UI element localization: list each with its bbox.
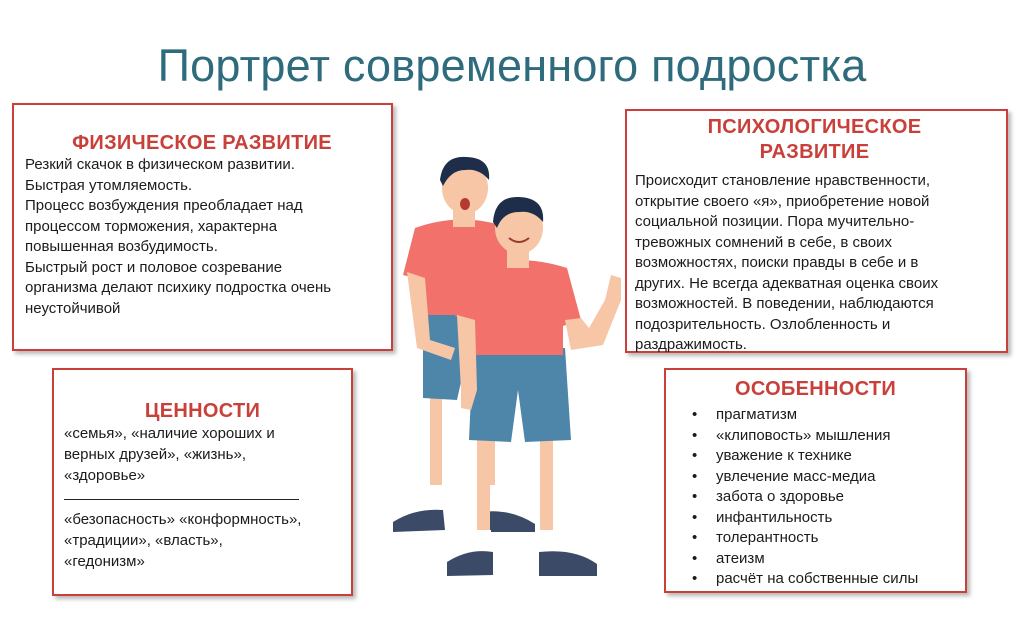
psychological-development-box (625, 109, 1008, 353)
list-item: • прагматизм (674, 405, 957, 426)
values-line: верных друзей», «жизнь», (64, 446, 246, 463)
physical-line: неустойчивой (25, 299, 121, 317)
teenagers-illustration (385, 150, 635, 580)
physical-development-heading: ФИЗИЧЕСКОЕ РАЗВИТИЕ (72, 132, 332, 154)
values-heading: ЦЕННОСТИ (144, 400, 261, 422)
page-title: Портрет современного подростка (157, 40, 867, 91)
values-line: «здоровье» (64, 467, 146, 484)
physical-development-box (12, 103, 393, 351)
values-line: «семья», «наличие хороших и (64, 425, 275, 442)
psychological-line: Происходит становление нравственности, (635, 172, 931, 189)
psychological-heading-line: РАЗВИТИЕ (759, 141, 870, 163)
physical-line: повышенная возбудимость. (25, 238, 218, 255)
physical-line: Быстрая утомляемость. (25, 176, 193, 194)
features-box (664, 368, 967, 593)
list-item: • расчёт на собственные силы (674, 569, 957, 590)
list-item: • инфантильность (674, 508, 957, 529)
list-item: • атеизм (674, 549, 957, 570)
physical-line: Резкий скачок в физическом развитии. (25, 156, 295, 173)
psychological-heading-line: ПСИХОЛОГИЧЕСКОЕ (707, 116, 922, 138)
psychological-line: возможностях, поиски правды в себе и в (635, 254, 919, 271)
values-box (52, 368, 353, 596)
psychological-line: открытие своего «я», приобретение новой (635, 192, 930, 210)
physical-development-text (25, 155, 379, 319)
values-text (64, 423, 341, 572)
list-item: • «клиповость» мышления (674, 426, 957, 447)
physical-line: Процесс возбуждения преобладает над (25, 197, 303, 214)
values-line: «безопасность» «конформность», (64, 511, 302, 528)
list-item: • уважение к технике (674, 446, 957, 467)
psychological-line: возможностей. В поведении, наблюдаются (635, 295, 934, 312)
features-list (674, 405, 957, 590)
psychological-line: социальной позиции. Пора мучительно- (635, 213, 915, 230)
physical-line: организма делают психику подростка очень (25, 279, 332, 296)
list-item: • толерантность (674, 528, 957, 549)
psychological-line: раздражимость. (635, 336, 747, 353)
values-line: «традиции», «власть», (64, 532, 223, 549)
features-heading: ОСОБЕННОСТИ (734, 378, 897, 400)
psychological-line: тревожных сомнений в себе, в своих (635, 233, 893, 251)
values-divider (64, 499, 299, 500)
psychological-line: подозрительность. Озлобленность и (635, 315, 891, 333)
values-line: «гедонизм» (64, 553, 145, 570)
physical-line: процессом торможения, характерна (25, 217, 278, 235)
physical-line: Быстрый рост и половое созревание (25, 258, 283, 276)
psychological-line: других. Не всегда адекватная оценка своих (635, 274, 939, 292)
psychological-development-heading (635, 115, 994, 165)
list-item: • забота о здоровье (674, 487, 957, 508)
psychological-development-text (635, 171, 994, 356)
list-item: • увлечение масс-медиа (674, 467, 957, 488)
